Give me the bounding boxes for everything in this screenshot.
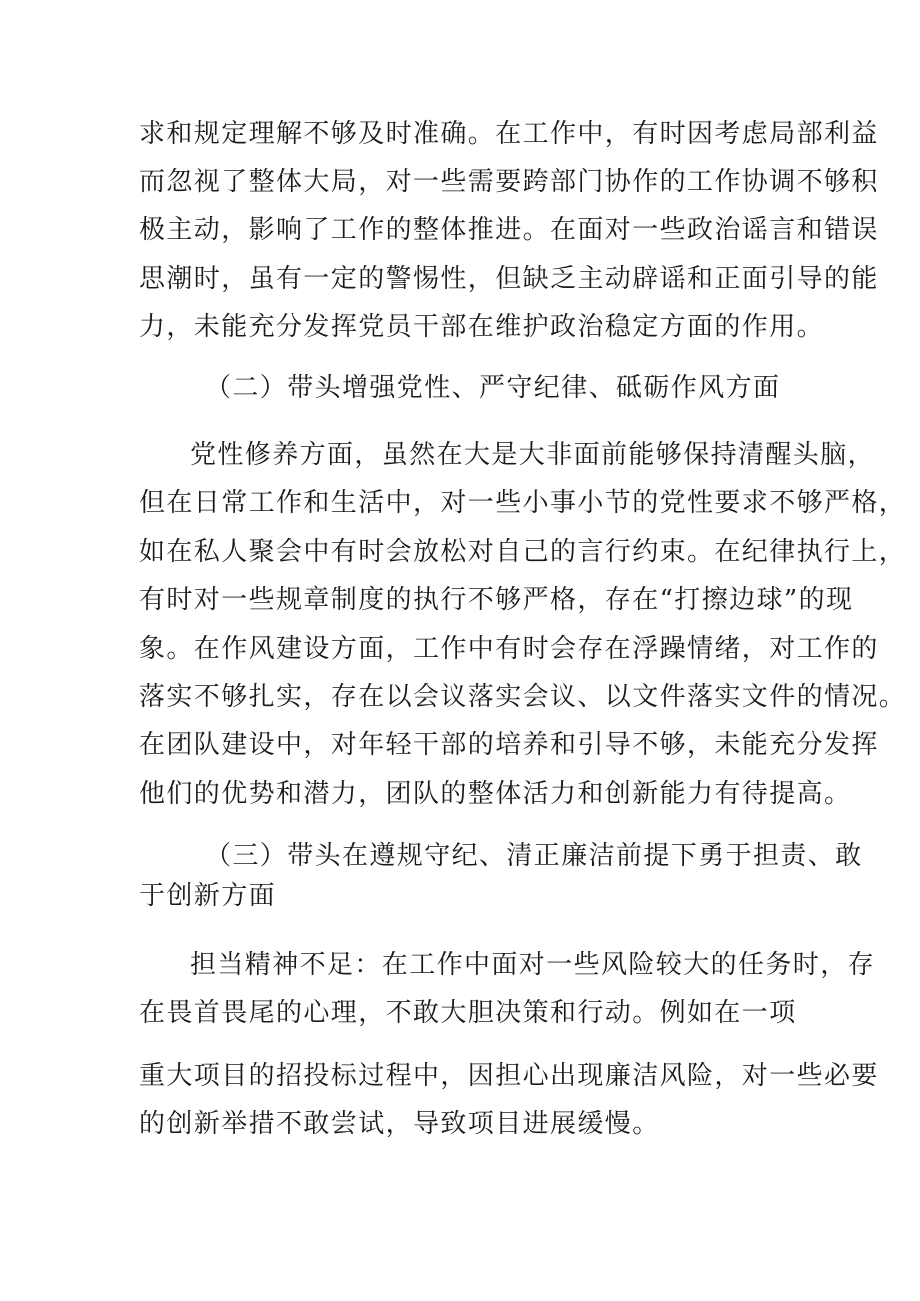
section-heading-2: （二）带头增强党性、严守纪律、砥砺作风方面 xyxy=(205,373,781,403)
section-heading-3-line-2: 于创新方面 xyxy=(139,881,277,911)
paragraph-3-line-1: 担当精神不足：在工作中面对一些风险较大的任务时，存 xyxy=(190,950,876,980)
paragraph-1-line-5: 力，未能充分发挥党员干部在维护政治稳定方面的作用。 xyxy=(139,312,825,342)
paragraph-4-line-1: 重大项目的招投标过程中，因担心出现廉洁风险，对一些必要 xyxy=(139,1061,879,1091)
paragraph-1-line-2: 而忽视了整体大局，对一些需要跨部门协作的工作协调不够积 xyxy=(139,167,879,197)
paragraph-1-line-4: 思潮时，虽有一定的警惕性，但缺乏主动辟谣和正面引导的能 xyxy=(139,264,879,294)
paragraph-2-line-8: 他们的优势和潜力，团队的整体活力和创新能力有待提高。 xyxy=(139,779,852,809)
paragraph-2-line-1: 党性修养方面，虽然在大是大非面前能够保持清醒头脑， xyxy=(190,440,876,470)
paragraph-3-line-2: 在畏首畏尾的心理，不敢大胆决策和行动。例如在一项 xyxy=(139,998,797,1028)
paragraph-2-line-7: 在团队建设中，对年轻干部的培养和引导不够，未能充分发挥 xyxy=(139,730,879,760)
paragraph-1-line-1: 求和规定理解不够及时准确。在工作中，有时因考虑局部利益 xyxy=(139,119,879,149)
section-heading-3-line-1: （三）带头在遵规守纪、清正廉洁前提下勇于担责、敢 xyxy=(205,841,863,871)
paragraph-2-line-5: 象。在作风建设方面，工作中有时会存在浮躁情绪，对工作的 xyxy=(139,634,879,664)
paragraph-4-line-2: 的创新举措不敢尝试，导致项目进展缓慢。 xyxy=(139,1109,660,1139)
paragraph-1-line-3: 极主动，影响了工作的整体推进。在面对一些政治谣言和错误 xyxy=(139,215,879,245)
paragraph-2-line-4: 有时对一些规章制度的执行不够严格，存在“打擦边球”的现 xyxy=(139,585,854,615)
paragraph-2-line-3: 如在私人聚会中有时会放松对自己的言行约束。在纪律执行上， xyxy=(139,537,907,567)
paragraph-2-line-6: 落实不够扎实，存在以会议落实会议、以文件落实文件的情况。 xyxy=(139,682,907,712)
paragraph-2-line-2: 但在日常工作和生活中，对一些小事小节的党性要求不够严格， xyxy=(139,488,907,518)
